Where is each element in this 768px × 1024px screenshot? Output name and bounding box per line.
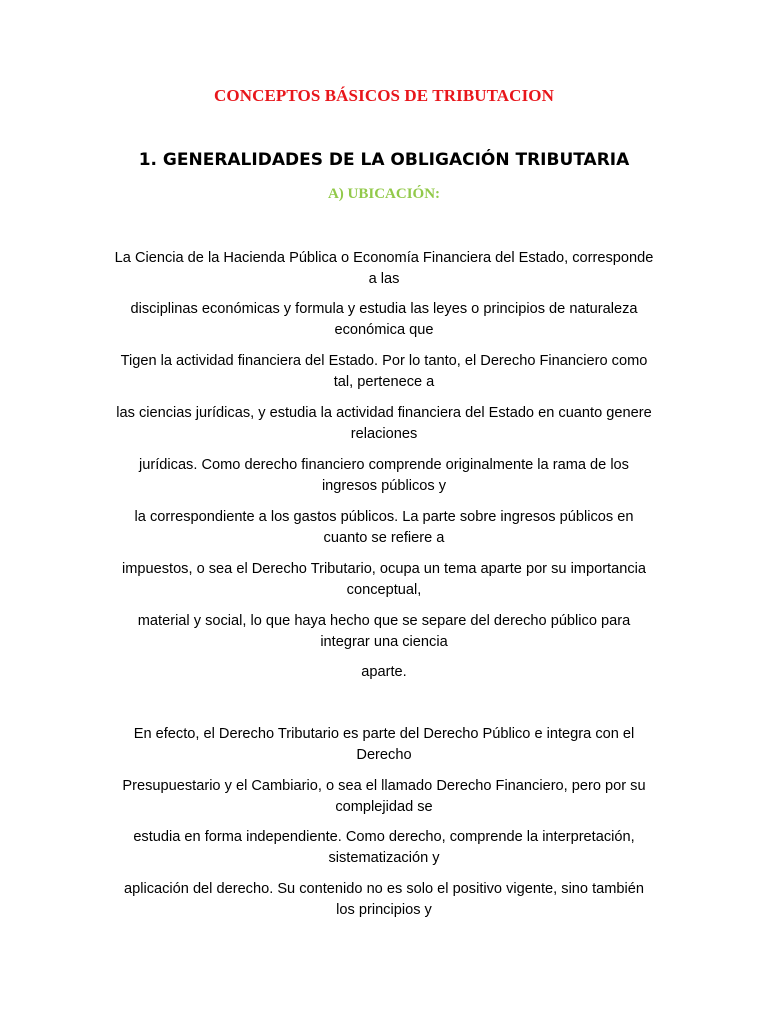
document-title: CONCEPTOS BÁSICOS DE TRIBUTACION [214, 86, 554, 105]
paragraph-line: disciplinas económicas y formula y estudia las leyes o principios de naturaleza económica que [130, 301, 638, 338]
paragraph-line: las ciencias jurídicas, y estudia la actividad financiera del Estado en cuanto genere relaciones [116, 405, 652, 442]
paragraph-line: aplicación del derecho. Su contenido no es solo el positivo vigente, sino también los principios y [123, 881, 645, 918]
paragraph-line: la correspondiente a los gastos públicos. La parte sobre ingresos públicos en cuanto se refiere a [134, 509, 634, 546]
paragraph-line: jurídicas. Como derecho financiero comprende originalmente la rama de los ingresos públicos y [139, 457, 629, 494]
paragraph-line: material y social, lo que haya hecho que se separe del derecho público para integrar una ciencia [137, 613, 631, 650]
paragraph-line: La Ciencia de la Hacienda Pública o Economía Financiera del Estado, corresponde a las [114, 250, 654, 287]
paragraph-line: Presupuestario y el Cambiario, o sea el llamado Derecho Financiero, pero por su complejidad se [122, 778, 646, 815]
paragraph-line: Tigen la actividad financiera del Estado. Por lo tanto, el Derecho Financiero como tal, pertenece a [120, 353, 648, 390]
paragraph-line: En efecto, el Derecho Tributario es parte del Derecho Público e integra con el Derecho [133, 726, 635, 763]
paragraph-line: estudia en forma independiente. Como derecho, comprende la interpretación, sistematización y [133, 829, 635, 866]
paragraph-line: aparte. [361, 664, 407, 680]
section-heading: 1. GENERALIDADES DE LA OBLIGACIÓN TRIBUTARIA [138, 150, 630, 170]
sub-heading: A) UBICACIÓN: [327, 186, 441, 202]
paragraph-line: impuestos, o sea el Derecho Tributario, ocupa un tema aparte por su importancia conceptual, [121, 561, 647, 598]
